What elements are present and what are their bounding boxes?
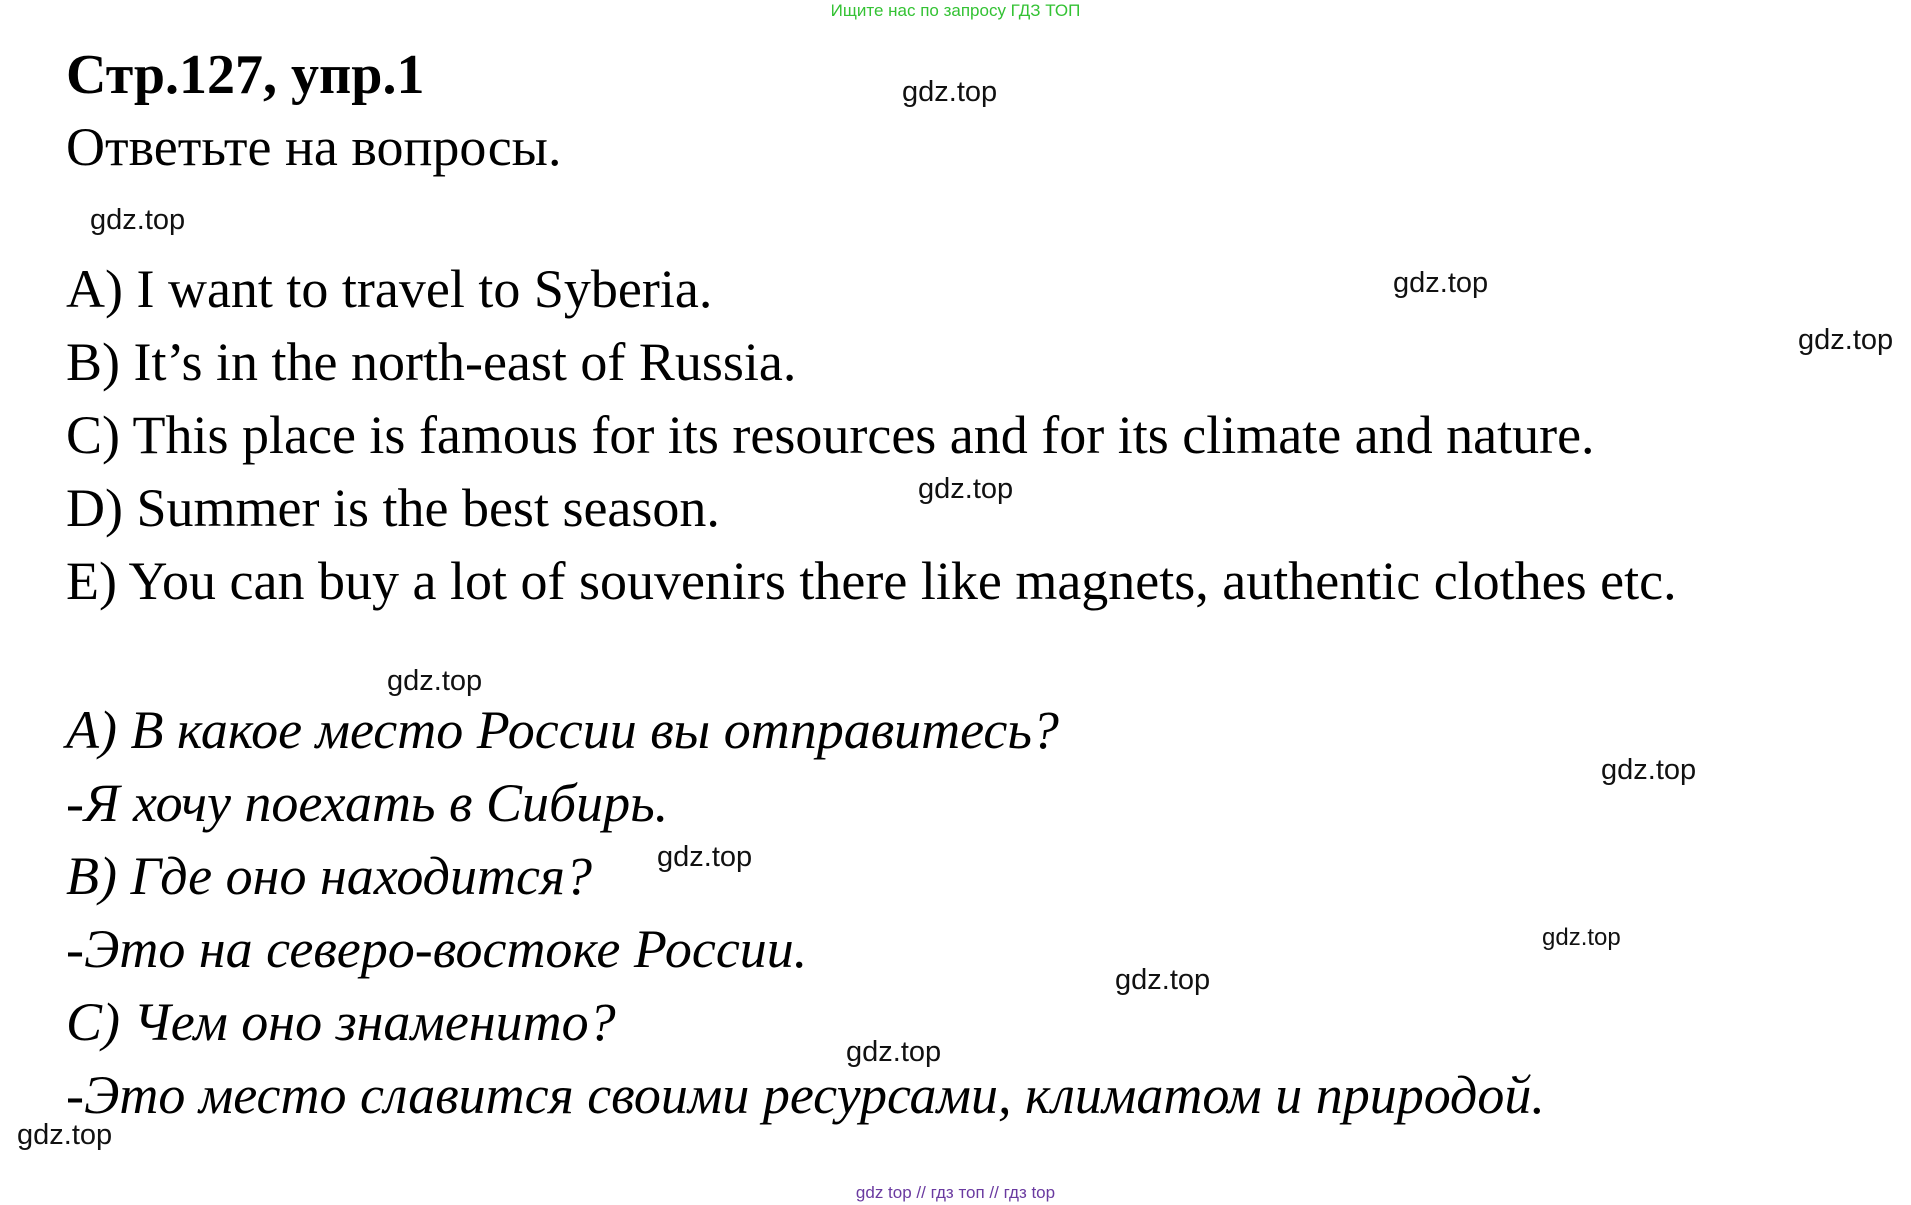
watermark: gdz.top [387, 665, 483, 697]
watermark: gdz.top [846, 1036, 942, 1068]
watermark: gdz.top [1115, 964, 1211, 996]
translation-answer-c: -Это место славится своими ресурсами, климатом и природой. [66, 1065, 1545, 1125]
answer-a: A) I want to travel to Syberia. [66, 259, 713, 319]
watermark: gdz.top [918, 473, 1014, 505]
answer-c: C) This place is famous for its resources and for its climate and nature. [66, 405, 1595, 465]
translation-answer-a: -Я хочу поехать в Сибирь. [66, 773, 669, 833]
watermark: gdz.top [657, 841, 753, 873]
page-title: Стр.127, упр.1 [66, 44, 425, 106]
watermark: gdz.top [1798, 324, 1894, 356]
watermark: gdz.top [902, 76, 998, 108]
translation-question-c: C) Чем оно знаменито? [66, 992, 616, 1052]
answer-d: D) Summer is the best season. [66, 478, 720, 538]
translation-answer-b: -Это на северо-востоке России. [66, 919, 808, 979]
watermark: gdz.top [1542, 924, 1621, 951]
watermark: gdz.top [90, 204, 186, 236]
answer-b: B) It’s in the north-east of Russia. [66, 332, 797, 392]
translation-question-b: B) Где оно находится? [66, 846, 593, 906]
footer-watermark: gdz top // гдз топ // гдз top [855, 1183, 1056, 1202]
translation-question-a: A) В какое место России вы отправитесь? [66, 700, 1059, 760]
instruction: Ответьте на вопросы. [66, 117, 562, 177]
watermark: gdz.top [17, 1119, 113, 1151]
top-banner: Ищите нас по запросу ГДЗ ТОП [830, 1, 1081, 20]
watermark: gdz.top [1393, 267, 1489, 299]
answer-e: E) You can buy a lot of souvenirs there like magnets, authentic clothes etc. [66, 551, 1677, 611]
watermark: gdz.top [1601, 754, 1697, 786]
